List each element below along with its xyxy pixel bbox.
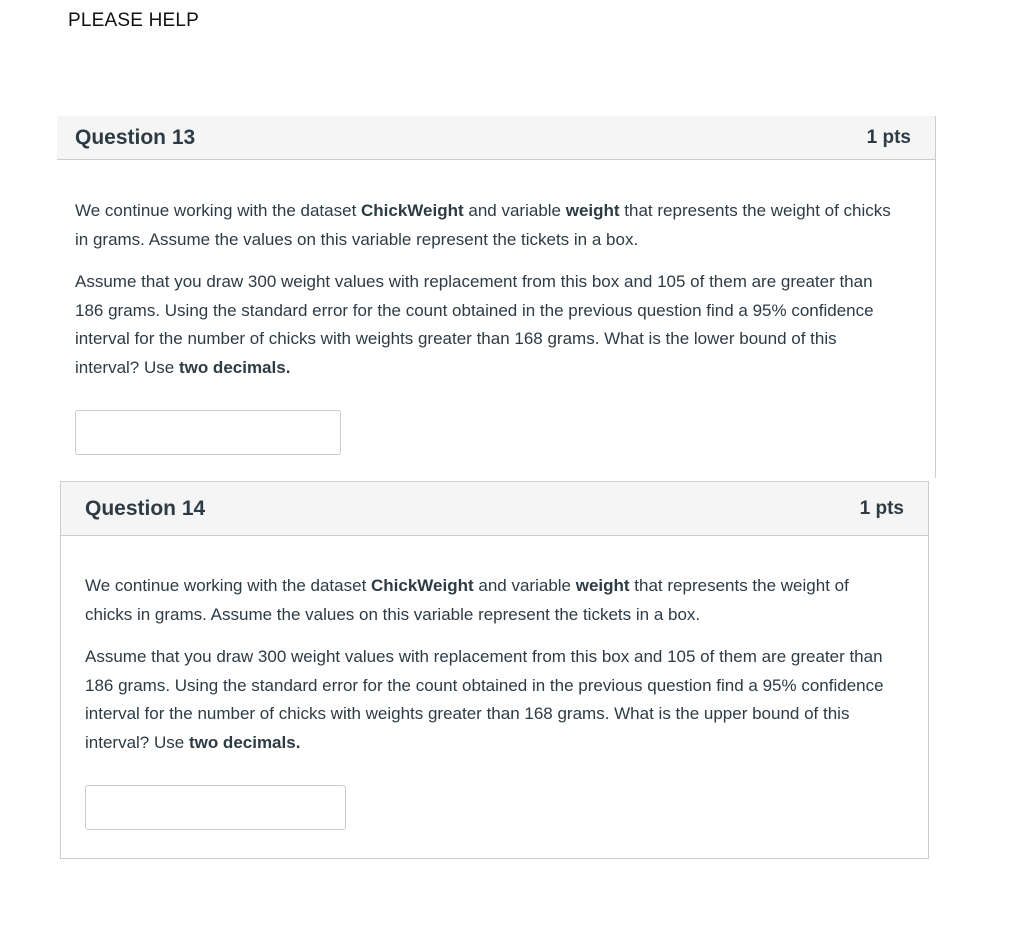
question-points: 1 pts [859, 497, 904, 519]
question-header [61, 482, 928, 536]
question-points: 1 pts [866, 126, 911, 148]
text-segment: and variable [473, 576, 576, 595]
text-segment: We continue working with the dataset [85, 576, 372, 595]
question-header [57, 116, 935, 160]
answer-input[interactable] [85, 785, 346, 830]
text-segment: We continue working with the dataset [75, 201, 362, 220]
page-note: PLEASE HELP [68, 10, 200, 31]
text-segment: Assume that you draw 300 weight values with replacement from this box and 105 of them are greater than 186 grams. Using the standard error for the count obtained in the previous question find a 95% confidence interval for the number of chicks with weights greater than 168 grams. What is the upper bound of this interval? Use [85, 647, 884, 752]
question-14 [60, 481, 929, 859]
text-segment: that represents the weight of chicks in grams. Assume the values on this variable represent the tickets in a box. [75, 201, 891, 249]
question-text [61, 536, 928, 830]
text-segment: Assume that you draw 300 weight values with replacement from this box and 105 of them are greater than 186 grams. Using the standard error for the count obtained in the previous question find a 95% confidence interval for the number of chicks with weights greater than 168 grams. What is the lower bound of this interval? Use [75, 272, 874, 377]
question-title: Question 14 [85, 496, 206, 520]
dataset-name: ChickWeight [361, 201, 464, 220]
variable-name: weight [565, 201, 620, 220]
text-segment: and variable [463, 201, 566, 220]
emphasis-text: two decimals. [188, 732, 301, 752]
variable-name: weight [575, 576, 630, 595]
dataset-name: ChickWeight [371, 576, 474, 595]
emphasis-text: two decimals. [178, 357, 291, 377]
question-paragraph-2 [75, 268, 905, 382]
question-13 [57, 116, 936, 478]
text-segment: that represents the weight of chicks in grams. Assume the values on this variable represent the tickets in a box. [85, 576, 849, 624]
question-paragraph-2 [85, 643, 898, 757]
question-paragraph-1 [85, 572, 898, 629]
question-title: Question 13 [75, 125, 196, 149]
question-text [57, 160, 935, 455]
answer-input[interactable] [75, 410, 341, 455]
question-paragraph-1 [75, 197, 905, 254]
